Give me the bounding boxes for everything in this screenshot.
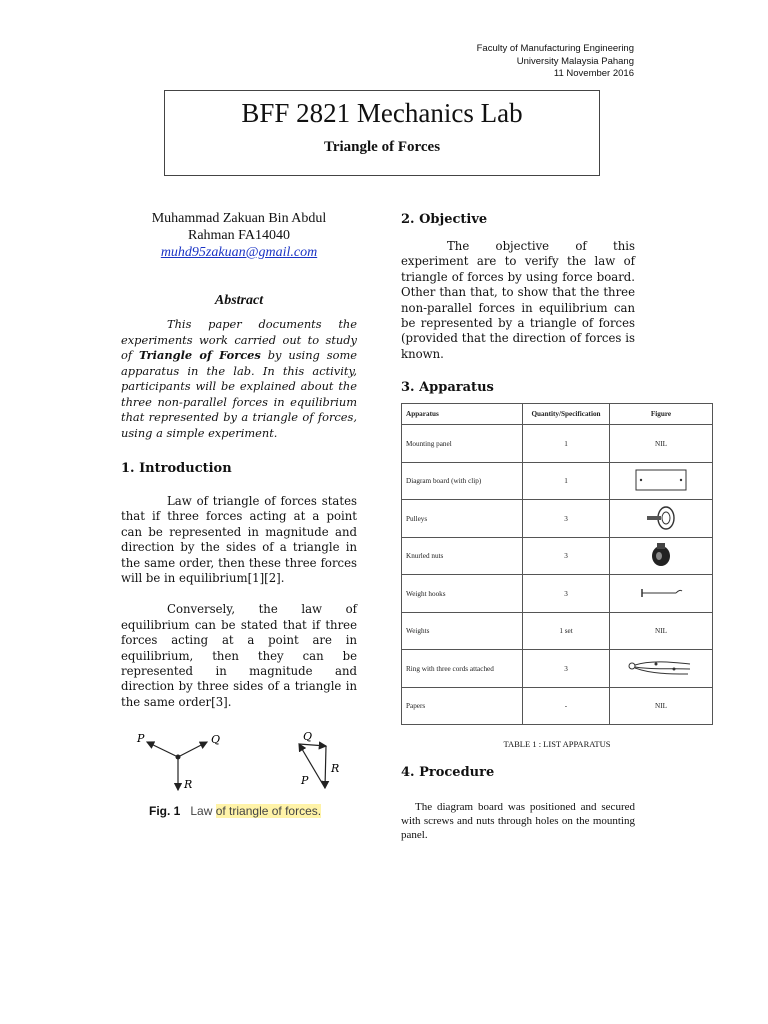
author-name-1: Muhammad Zakuan Bin Abdul [151, 211, 327, 226]
apparatus-figure: NIL [610, 687, 713, 725]
apparatus-table [401, 403, 713, 725]
apparatus-name: Ring with three cords attached [402, 650, 523, 688]
paper-title: BFF 2821 Mechanics Lab [241, 98, 523, 128]
triangle-label-q: Q [303, 732, 313, 744]
ring-cords-icon [626, 656, 696, 680]
apparatus-name: Diagram board (with clip) [402, 462, 523, 500]
concurrent-forces-diagram [136, 732, 220, 791]
author-name-2: Rahman FA14040 [187, 228, 290, 243]
label-r: R [184, 778, 193, 792]
force-triangle-diagram [299, 732, 339, 788]
apparatus-name: Weights [402, 612, 523, 650]
apparatus-qty: 3 [523, 500, 610, 538]
table-row [402, 650, 713, 688]
col-quantity: Quantity/Specification [523, 404, 610, 425]
procedure-heading: 4. Procedure [401, 765, 495, 781]
university-line: University Malaysia Pahang [516, 55, 634, 67]
apparatus-qty: 1 [523, 462, 610, 500]
table-caption: TABLE 1 : LIST APPARATUS [503, 739, 611, 750]
label-p: P [137, 732, 145, 746]
apparatus-qty: - [523, 687, 610, 725]
force-p-arrow [147, 742, 178, 757]
force-q-arrow [178, 742, 207, 757]
label-q: Q [211, 733, 221, 747]
col-apparatus: Apparatus [402, 404, 523, 425]
figure-1-caption-highlight: of triangle of forces. [215, 804, 322, 819]
col-figure: Figure [610, 404, 713, 425]
knurled-nut-icon [646, 541, 676, 569]
introduction-paragraph-1: Law of triangle of forces states that if three forces acting at a point can be represented in magnitude and direction by the sides of a triangle in the same order, then these three forces will be in equilibrium[1][2]. [121, 494, 357, 586]
table-row [402, 500, 713, 538]
apparatus-figure: NIL [610, 425, 713, 463]
figure-1 [121, 732, 361, 832]
abstract-title: Abstract [214, 293, 264, 308]
apparatus-heading: 3. Apparatus [401, 380, 494, 396]
apparatus-name: Papers [402, 687, 523, 725]
figure-1-caption-pre: Law [190, 804, 216, 819]
header-info [477, 43, 634, 81]
apparatus-figure [610, 500, 713, 538]
introduction-heading: 1. Introduction [121, 461, 232, 476]
paper-subtitle: Triangle of Forces [323, 139, 441, 155]
triangle-label-r: R [331, 762, 340, 776]
apparatus-name: Knurled nuts [402, 537, 523, 575]
figure-1-label: Fig. 1 [149, 804, 181, 819]
figure-1-caption [149, 804, 321, 818]
pulley-icon [641, 505, 681, 531]
abstract-text-after: by using some apparatus in the lab. In this activity, participants will be explained about the three non-parallel forces in equilibrium that represented by a triangle of forces, using a simple experiment. [121, 348, 357, 440]
faculty-line: Faculty of Manufacturing Engineering [476, 43, 634, 54]
table-row [402, 537, 713, 575]
apparatus-figure [610, 575, 713, 613]
apparatus-qty: 1 [523, 425, 610, 463]
triangle-label-p: P [301, 774, 309, 788]
table-row [402, 425, 713, 463]
apparatus-qty: 1 set [523, 612, 610, 650]
apparatus-figure: NIL [610, 612, 713, 650]
author-email-link[interactable]: muhd95zakuan@gmail.com [160, 245, 318, 260]
abstract-bold-term: Triangle of Forces [138, 348, 261, 362]
weight-hook-icon [638, 583, 684, 603]
apparatus-name: Pulleys [402, 500, 523, 538]
objective-heading: 2. Objective [401, 212, 488, 227]
objective-paragraph: The objective of this experiment are to verify the law of triangle of forces by using force board. Other than that, to show that the three non-parallel forces in equilibrium can be represented by a triangle of forces (provided that the direction of forces is known. [401, 239, 635, 361]
right-column [401, 212, 672, 842]
force-diagram [121, 732, 361, 802]
author-block [121, 210, 357, 261]
procedure-paragraph: The diagram board was positioned and secured with screws and nuts through holes on the mounting panel. [401, 801, 635, 842]
table-row [402, 462, 713, 500]
apparatus-qty: 3 [523, 575, 610, 613]
apparatus-figure [610, 537, 713, 575]
table-row [402, 687, 713, 725]
diagram-board-icon [634, 468, 688, 492]
apparatus-header-row [402, 404, 713, 425]
apparatus-qty: 3 [523, 537, 610, 575]
apparatus-qty: 3 [523, 650, 610, 688]
apparatus-name: Mounting panel [402, 425, 523, 463]
date-line: 11 November 2016 [553, 68, 634, 80]
table-row [402, 612, 713, 650]
apparatus-figure [610, 462, 713, 500]
title-box [164, 90, 600, 176]
left-column [121, 210, 357, 832]
table-row [402, 575, 713, 613]
introduction-paragraph-2: Conversely, the law of equilibrium can be stated that if three forces acting at a point are in equilibrium, then they can be represented in magnitude and direction by three sides of a triangle in the same order[3]. [121, 602, 357, 709]
abstract-body [121, 317, 357, 441]
abstract-text-before: This paper documents the experiments work carried out to study of [121, 317, 357, 362]
apparatus-figure [610, 650, 713, 688]
apparatus-name: Weight hooks [402, 575, 523, 613]
